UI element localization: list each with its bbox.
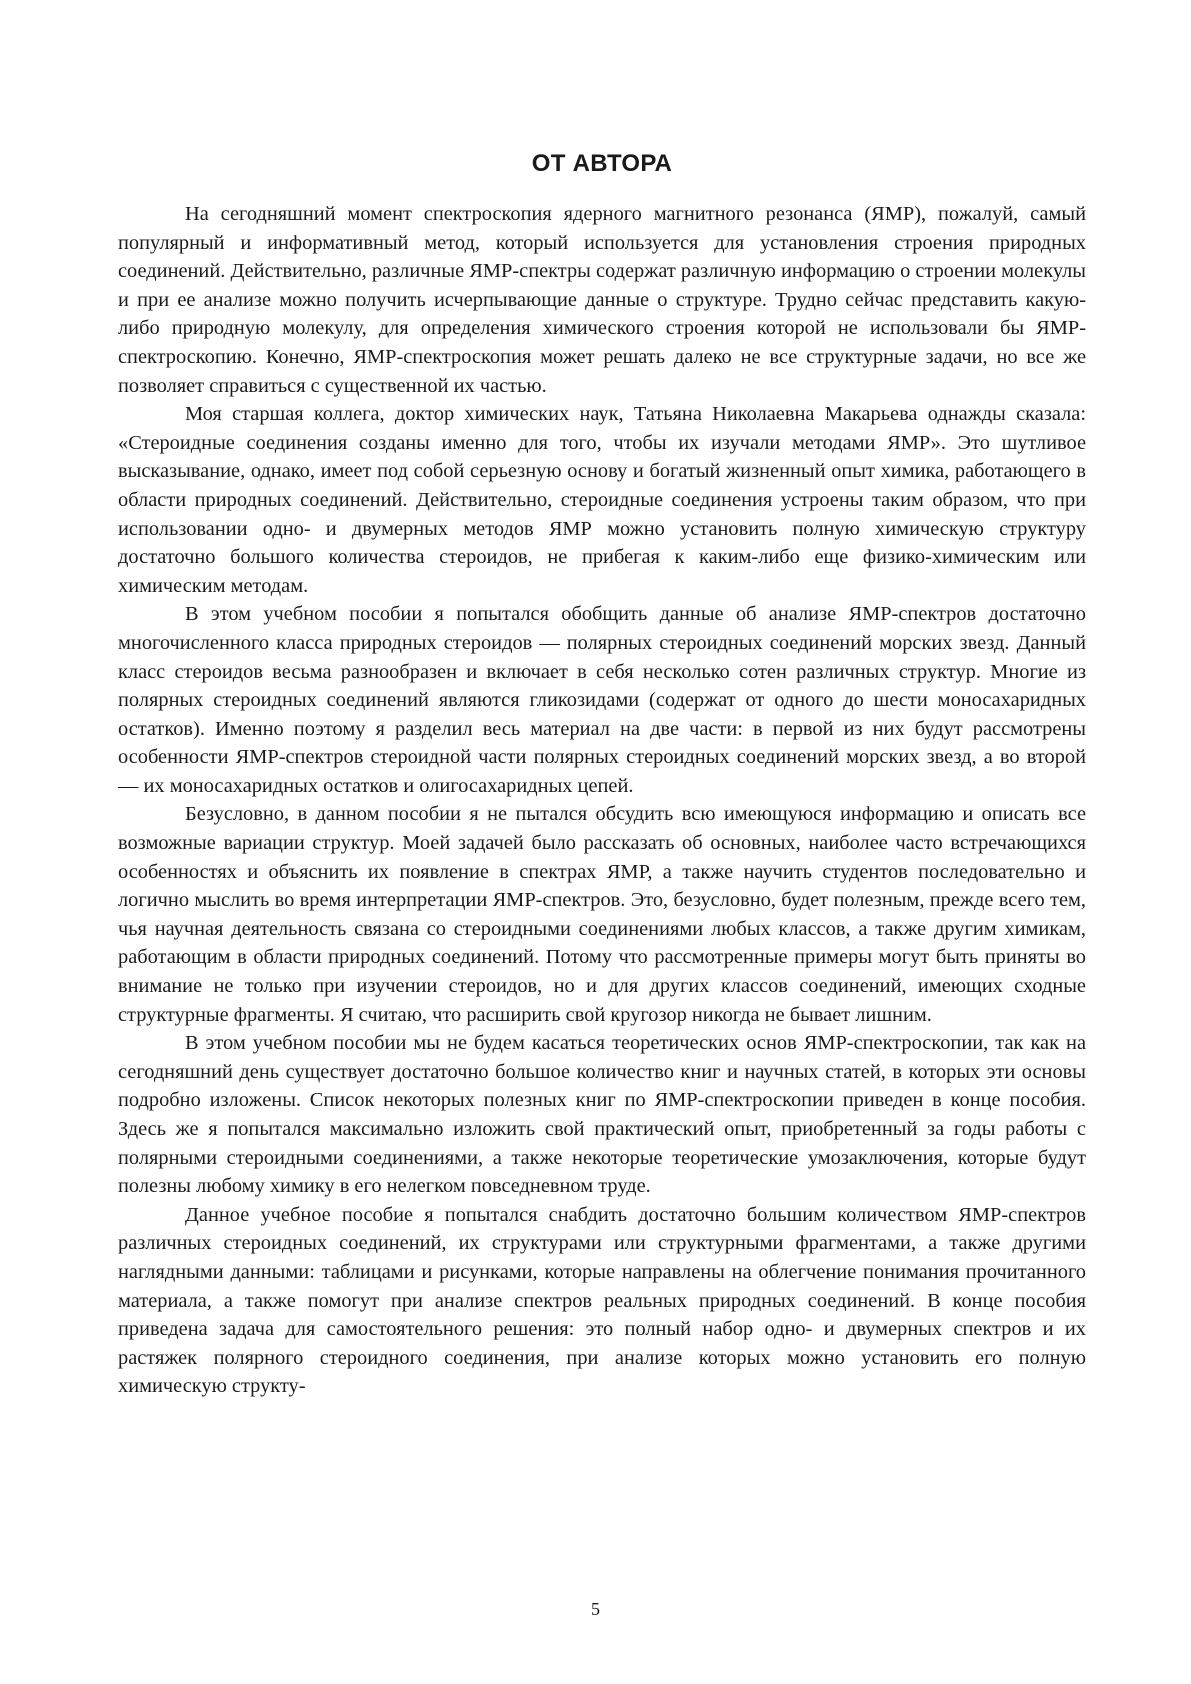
paragraph-2: Моя старшая коллега, доктор химических наук, Татьяна Николаевна Макарьева однажды сказала: «Стероидные соединения созданы именно для того, чтобы их изучали методами ЯМР». Это шутливое высказывание, однако, имеет под собой серьезную основу и богатый жизненный опыт химика, работающего в области природных соединений. Действительно, стероидные соединения устроены таким образом, что при использовании одно- и двумерных методов ЯМР можно установить полную химическую структуру достаточно большого количества стероидов, не прибегая к каким-либо еще физико-химическим или химическим методам. xyxy=(118,403,1086,597)
paragraph-4: Безусловно, в данном пособии я не пытался обсудить всю имеющуюся информацию и описать все возможные вариации структур. Моей задачей было рассказать об основных, наиболее часто встречающихся особенностях и объяснить их появление в спектрах ЯМР, а также научить студентов последовательно и логично мыслить во время интерпретации ЯМР-спектров. Это, безусловно, будет полезным, прежде всего тем, чья научная деятельность связана со стероидными соединениями любых классов, а также другим химикам, работающим в области природных соединений. Потому что рассмотренные примеры могут быть приняты во внимание не только при изучении стероидов, но и для других классов соединений, имеющих сходные структурные фрагменты. Я считаю, что расширить свой кругозор никогда не бывает лишним. xyxy=(118,803,1086,1026)
page-number: 5 xyxy=(591,1599,600,1619)
paragraph-5: В этом учебном пособии мы не будем касаться теоретических основ ЯМР-спектроскопии, так как на сегодняшний день существует достаточно большое количество книг и научных статей, в которых эти основы подробно изложены. Список некоторых полезных книг по ЯМР-спектроскопии приведен в конце пособия. Здесь же я попытался максимально изложить свой практический опыт, приобретенный за годы работы с полярными стероидными соединениями, а также некоторые теоретические умозаключения, которые будут полезны любому химику в его нелегком повседневном труде. xyxy=(118,1032,1086,1198)
paragraph-3: В этом учебном пособии я попытался обобщить данные об анализе ЯМР-спектров достаточно многочисленного класса природных стероидов — полярных стероидных соединений морских звезд. Данный класс стероидов весьма разнообразен и включает в себя несколько сотен различных структур. Многие из полярных стероидных соединений являются гликозидами (содержат от одного до шести моносахаридных остатков). Именно поэтому я разделил весь материал на две части: в первой из них будут рассмотрены особенности ЯМР-спектров стероидной части полярных стероидных соединений морских звезд, а во второй — их моносахаридных остатков и олигосахаридных цепей. xyxy=(118,603,1086,797)
page-content xyxy=(118,150,1086,1401)
page-title: ОТ АВТОРА xyxy=(531,150,673,177)
paragraph-1: На сегодняшний момент спектроскопия ядерного магнитного резонанса (ЯМР), пожалуй, самый популярный и информативный метод, который используется для установления строения природных соединений. Действительно, различные ЯМР-спектры содержат различную информацию о строении молекулы и при ее анализе можно получить исчерпывающие данные о структуре. Трудно сейчас представить какую-либо природную молекулу, для определения химического строения которой не использовали бы ЯМР-спектроскопию. Конечно, ЯМР-спектроскопия может решать далеко не все структурные задачи, но все же позволяет справиться с существенной их частью. xyxy=(118,203,1086,397)
paragraph-6: Данное учебное пособие я попытался снабдить достаточно большим количеством ЯМР-спектров различных стероидных соединений, их структурами или структурными фрагментами, а также другими наглядными данными: таблицами и рисунками, которые направлены на облегчение понимания прочитанного материала, а также помогут при анализе спектров реальных природных соединений. В конце пособия приведена задача для самостоятельного решения: это полный набор одно- и двумерных спектров и их растяжек полярного стероидного соединения, при анализе которых можно установить его полную химическую структу- xyxy=(118,1203,1086,1398)
